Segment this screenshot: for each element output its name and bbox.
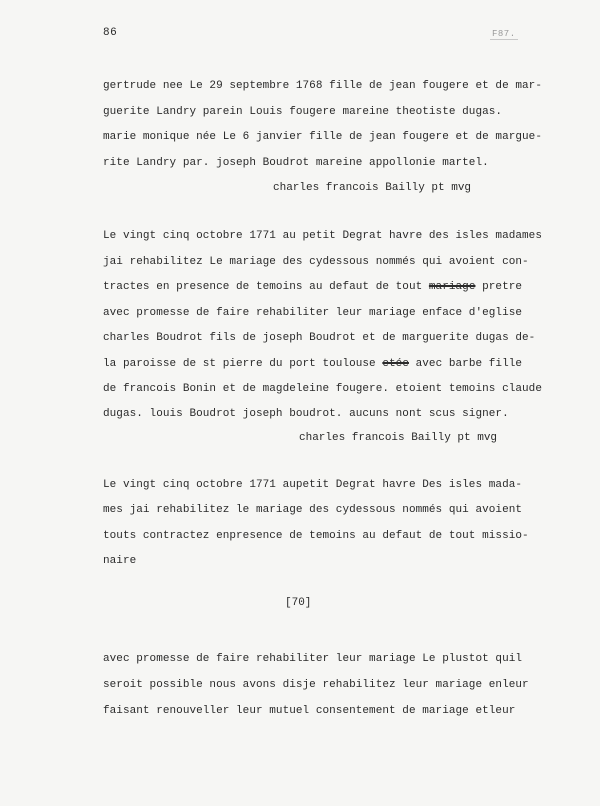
entry3-line: naire <box>103 555 137 567</box>
entry2-text: pretre <box>475 281 523 293</box>
entry4-line: faisant renouveller leur mutuel consentement de mariage etleur <box>103 705 516 717</box>
entry2-line: dugas. louis Boudrot joseph boudrot. aucuns nont scus signer. <box>103 408 509 420</box>
entry2-line <box>103 281 522 293</box>
entry2-line: avec promesse de faire rehabiliter leur mariage enface d'eglise <box>103 307 523 319</box>
entry2-text: tractes en presence de temoins au defaut de tout <box>103 281 429 293</box>
entry2-text: la paroisse de st pierre du port toulouse <box>103 358 383 370</box>
archive-stamp: F87. <box>492 29 516 39</box>
entry2-line: Le vingt cinq octobre 1771 au petit Degrat havre des isles madames <box>103 230 542 242</box>
entry2-line: de francois Bonin et de magdeleine fougere. etoient temoins claude <box>103 383 542 395</box>
entry3-line: touts contractez enpresence de temoins au defaut de tout missio- <box>103 530 529 542</box>
folio-marker: [70] <box>285 597 312 609</box>
entry4-line: seroit possible nous avons disje rehabilitez leur mariage enleur <box>103 679 529 691</box>
page-number: 86 <box>103 27 118 39</box>
entry1-line: rite Landry par. joseph Boudrot mareine appollonie martel. <box>103 157 489 169</box>
entry2-line: charles Boudrot fils de joseph Boudrot et de marguerite dugas de- <box>103 332 536 344</box>
entry2-line <box>103 358 522 370</box>
entry3-line: mes jai rehabilitez le mariage des cydessous nommés qui avoient <box>103 504 523 516</box>
entry3-line: Le vingt cinq octobre 1771 aupetit Degrat havre Des isles mada- <box>103 479 523 491</box>
entry1-signature: charles francois Bailly pt mvg <box>273 182 472 194</box>
entry1-line: marie monique née Le 6 janvier fille de jean fougere et de margue- <box>103 131 542 143</box>
entry2-text: avec barbe fille <box>408 358 523 370</box>
struck-word: mariage <box>428 281 476 293</box>
entry4-line: avec promesse de faire rehabiliter leur mariage Le plustot quil <box>103 653 523 665</box>
struck-word: etée <box>382 358 409 370</box>
entry1-line: gertrude nee Le 29 septembre 1768 fille de jean fougere et de mar- <box>103 80 542 92</box>
entry1-line: guerite Landry parein Louis fougere mareine theotiste dugas. <box>103 106 503 118</box>
entry2-signature: charles francois Bailly pt mvg <box>299 432 498 444</box>
entry2-line: jai rehabilitez Le mariage des cydessous nommés qui avoient con- <box>103 256 529 268</box>
